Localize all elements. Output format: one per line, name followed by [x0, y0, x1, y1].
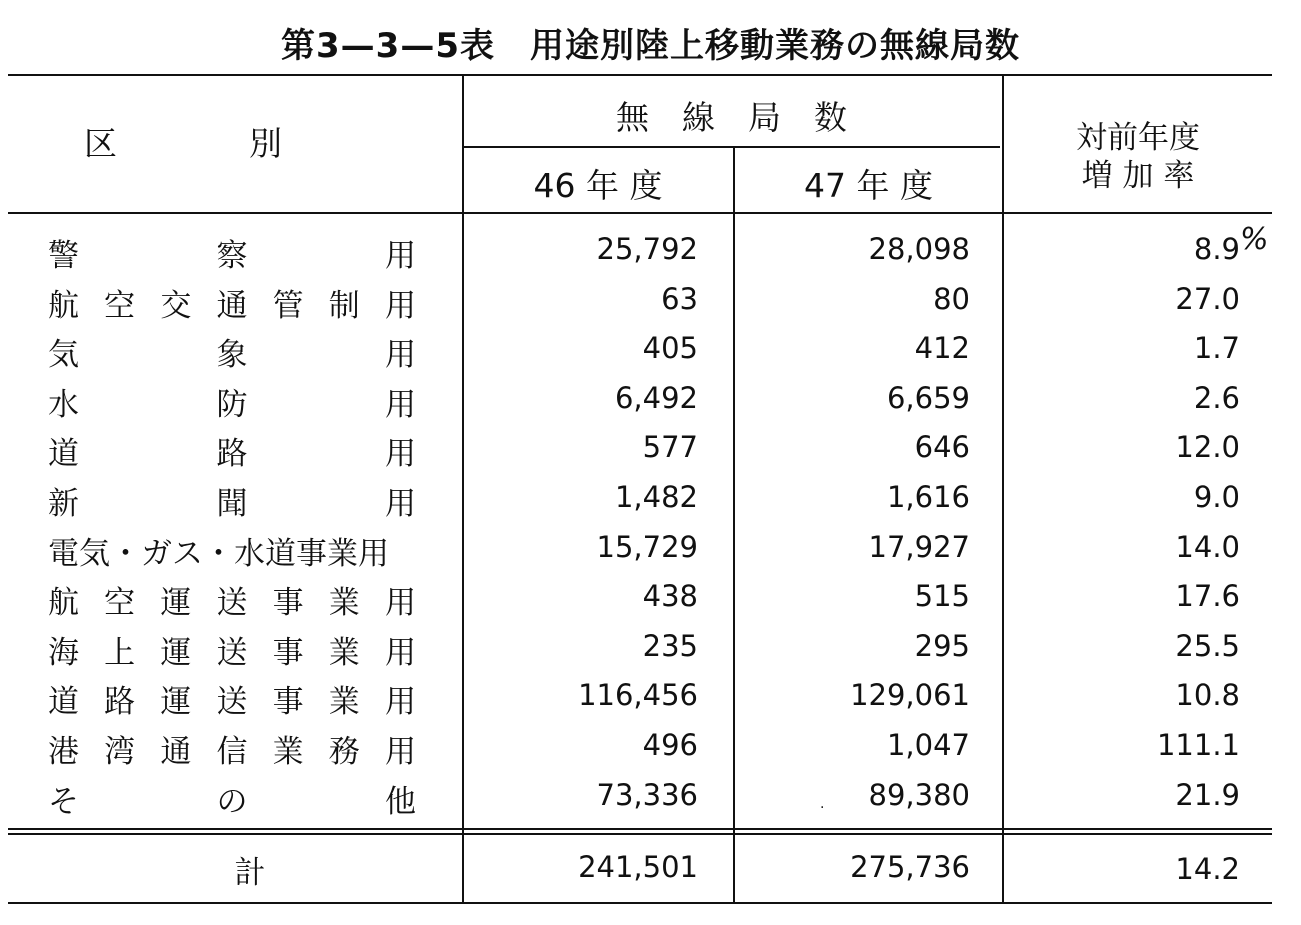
row-fy46: 15,729 — [596, 530, 698, 564]
row-fy47: 412 — [914, 331, 970, 365]
row-fy47: 515 — [914, 579, 970, 613]
row-category-char: 航 — [48, 585, 79, 621]
row-fy46: 577 — [642, 430, 698, 464]
row-fy47: 89,380 — [868, 778, 970, 812]
row-category-char: そ — [48, 784, 79, 820]
row-category-char: 用 — [384, 684, 416, 720]
percent-unit: % — [1240, 222, 1269, 257]
row-category — [48, 280, 416, 325]
row-rate: 17.6 — [1175, 579, 1240, 613]
row-category-char: 送 — [216, 635, 248, 671]
row-fy46: 116,456 — [578, 678, 698, 712]
top-rule — [8, 74, 1272, 76]
row-fy47: 295 — [914, 629, 970, 663]
row-category-char: 道 — [48, 684, 79, 720]
row-category — [48, 676, 416, 721]
row-category-char: 事 — [272, 684, 304, 720]
row-category-char: 航 — [48, 288, 79, 324]
row-rate: 10.8 — [1175, 678, 1240, 712]
row-category-char: 業 — [328, 684, 360, 720]
row-category-char: 業 — [328, 635, 360, 671]
row-fy46: 405 — [642, 331, 698, 365]
row-category — [48, 379, 416, 424]
row-category — [48, 528, 416, 573]
row-category-char: 用 — [385, 486, 416, 522]
row-category-char: 送 — [216, 684, 248, 720]
table-title: 第3—3—5表 用途別陸上移動業務の無線局数 — [281, 26, 1020, 66]
row-category-char: 送 — [216, 585, 248, 621]
row-category-char: 用 — [385, 337, 416, 373]
row-rate: 111.1 — [1156, 728, 1240, 762]
col-divider-3 — [1002, 76, 1004, 902]
row-category-char: 運 — [160, 684, 192, 720]
total-top-rule-2 — [8, 833, 1272, 835]
row-fy47: 646 — [914, 430, 970, 464]
row-fy47: 6,659 — [886, 381, 970, 415]
row-category-char: 水 — [48, 387, 79, 423]
row-category-char: 運 — [160, 635, 192, 671]
row-rate: 9.0 — [1193, 480, 1240, 514]
row-fy47: 1,616 — [886, 480, 970, 514]
header-bottom-rule — [8, 212, 1272, 214]
header-stations: 無 線 局 数 — [616, 98, 847, 137]
row-fy46: 496 — [642, 728, 698, 762]
row-category-char: 用 — [384, 288, 416, 324]
header-fy46: 46 年 度 — [533, 166, 663, 205]
row-category-char: 信 — [216, 734, 248, 770]
row-fy46: 438 — [642, 579, 698, 613]
row-category-char: 気 — [48, 337, 79, 373]
row-category-char: 上 — [104, 635, 136, 671]
row-category-char: 道 — [48, 436, 79, 472]
row-fy46: 1,482 — [614, 480, 698, 514]
row-fy46: 25,792 — [596, 232, 698, 266]
col-divider-2 — [733, 147, 735, 902]
row-category-char: 電気・ガス・水道事業用 — [48, 536, 389, 572]
row-fy47: 1,047 — [886, 728, 970, 762]
row-category-char: 用 — [384, 734, 416, 770]
header-rate-line1: 対前年度 — [1076, 120, 1200, 156]
row-rate: 21.9 — [1175, 778, 1240, 812]
row-category — [48, 428, 416, 473]
row-category — [48, 478, 416, 523]
row-category-char: 聞 — [216, 486, 248, 522]
row-rate: 2.6 — [1193, 381, 1240, 415]
row-category-char: 務 — [328, 734, 360, 770]
row-category-char: 業 — [328, 585, 360, 621]
row-category — [48, 627, 416, 672]
row-category-char: 路 — [216, 436, 248, 472]
row-category-char: の — [216, 784, 248, 820]
row-category-char: 空 — [104, 585, 136, 621]
row-fy47: 28,098 — [868, 232, 970, 266]
row-category-char: 用 — [385, 238, 416, 274]
row-rate: 1.7 — [1193, 331, 1240, 365]
row-category-char: 事 — [272, 585, 304, 621]
row-category-char: 通 — [160, 734, 192, 770]
row-category-char: 港 — [48, 734, 79, 770]
row-category-char: 事 — [272, 635, 304, 671]
row-category-char: 空 — [104, 288, 136, 324]
header-rate-line2: 増 加 率 — [1081, 158, 1195, 194]
header-sub-rule — [463, 146, 1000, 148]
row-rate: 12.0 — [1175, 430, 1240, 464]
row-category — [48, 230, 416, 275]
row-category-char: 湾 — [104, 734, 136, 770]
row-category — [48, 776, 416, 821]
row-rate: 14.0 — [1175, 530, 1240, 564]
total-fy47: 275,736 — [850, 850, 970, 884]
row-category-char: 管 — [272, 288, 304, 324]
row-fy46: 6,492 — [614, 381, 698, 415]
row-category-char: 海 — [48, 635, 79, 671]
row-fy46: 63 — [661, 282, 698, 316]
row-fy46: 235 — [642, 629, 698, 663]
header-fy47: 47 年 度 — [804, 166, 933, 205]
row-category-char: 用 — [384, 635, 416, 671]
row-category-char: 用 — [385, 387, 416, 423]
row-fy47: 17,927 — [868, 530, 970, 564]
row-category-char: 交 — [160, 288, 192, 324]
row-fy47: 80 — [933, 282, 970, 316]
row-rate: 8.9 — [1193, 232, 1240, 266]
total-fy46: 241,501 — [578, 850, 698, 884]
row-category — [48, 577, 416, 622]
row-fy46: 73,336 — [596, 778, 698, 812]
total-top-rule — [8, 828, 1272, 830]
header-category: 区 別 — [84, 124, 282, 163]
row-category-char: 新 — [48, 486, 79, 522]
row-category-char: 路 — [104, 684, 136, 720]
row-category — [48, 726, 416, 771]
row-category-char: 象 — [216, 337, 248, 373]
row-category-char: 運 — [160, 585, 192, 621]
row-category-char: 制 — [328, 288, 360, 324]
row-category-char: 防 — [216, 387, 248, 423]
bottom-rule — [8, 902, 1272, 904]
total-label: 計 — [234, 855, 266, 891]
row-rate: 25.5 — [1175, 629, 1240, 663]
row-category-char: 業 — [272, 734, 304, 770]
row-category-char: 警 — [48, 238, 79, 274]
total-rate: 14.2 — [1175, 852, 1240, 886]
row-category-char: 用 — [385, 436, 416, 472]
stray-dot: · — [820, 800, 825, 816]
row-category-char: 他 — [385, 784, 416, 820]
row-rate: 27.0 — [1175, 282, 1240, 316]
row-fy47: 129,061 — [850, 678, 970, 712]
row-category — [48, 329, 416, 374]
row-category-char: 用 — [384, 585, 416, 621]
row-category-char: 察 — [216, 238, 248, 274]
row-category-char: 通 — [216, 288, 248, 324]
